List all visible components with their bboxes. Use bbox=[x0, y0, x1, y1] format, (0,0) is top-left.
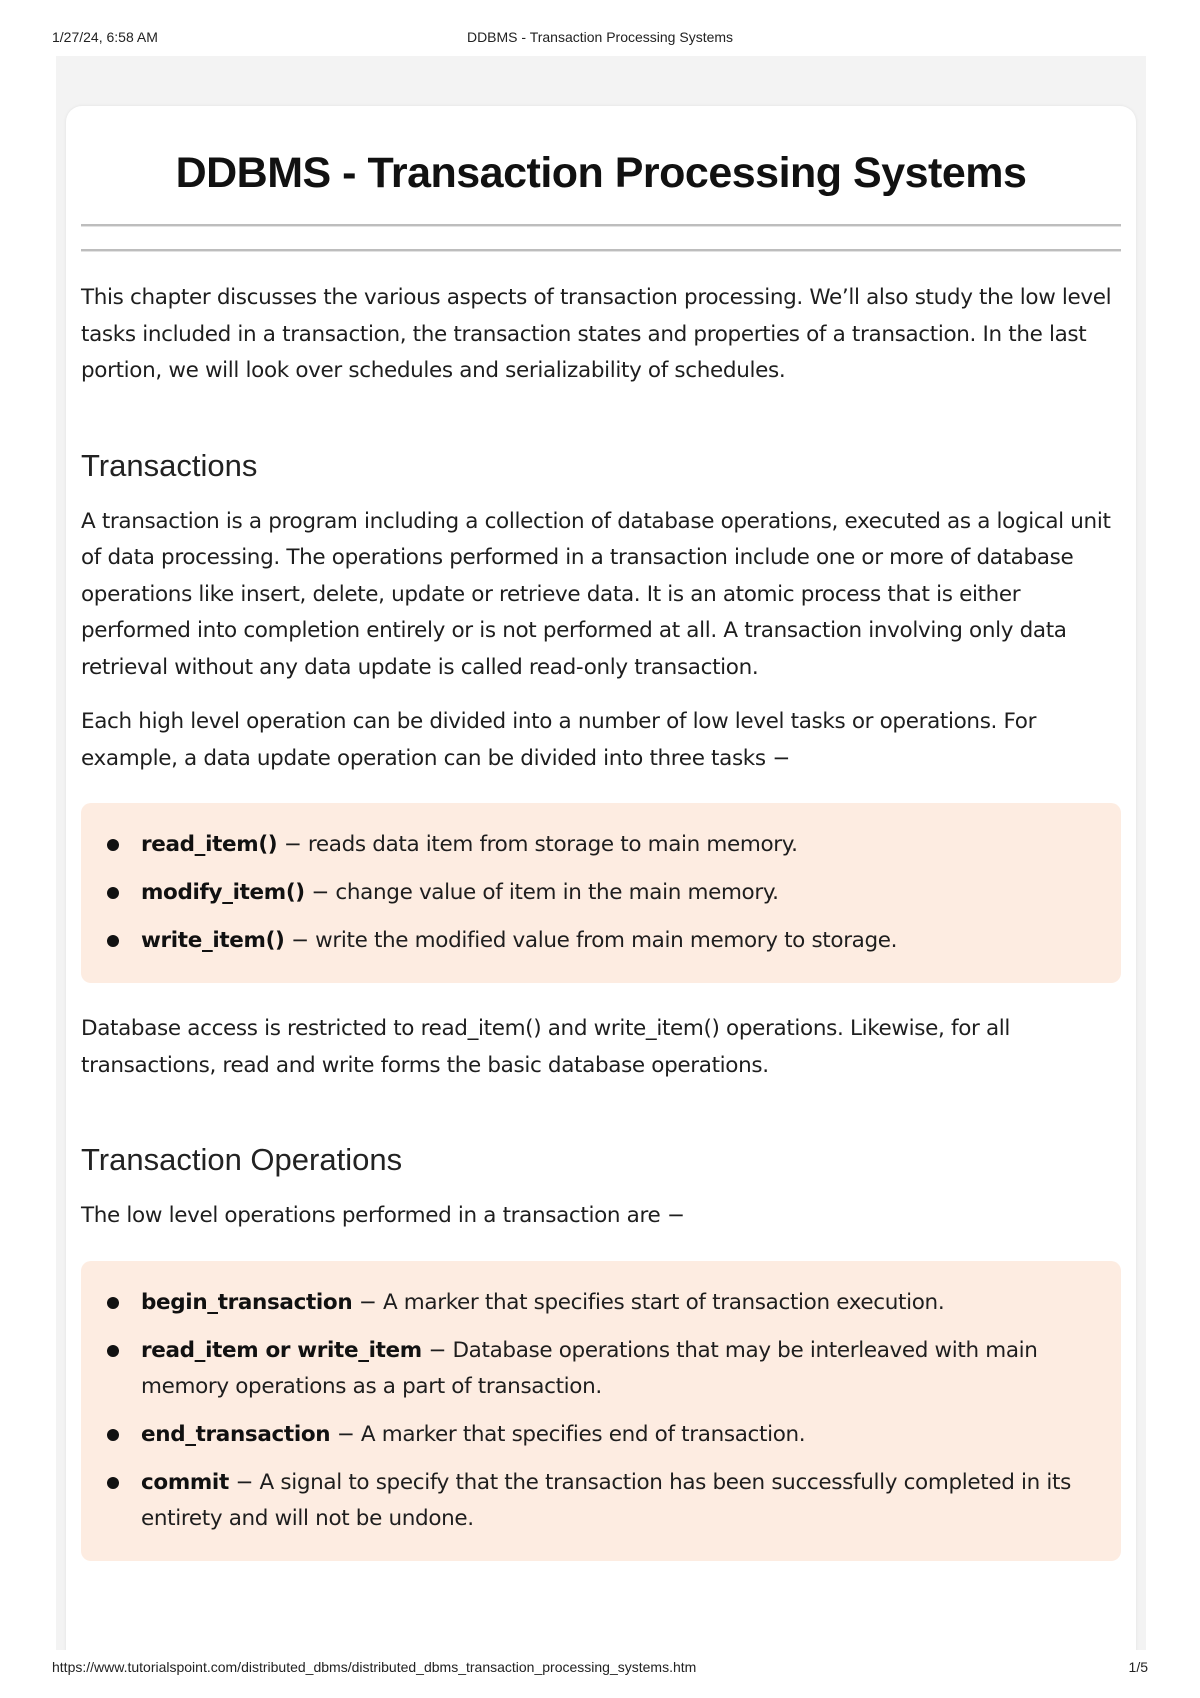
list-item-desc: − A marker that specifies end of transaction. bbox=[330, 1421, 806, 1447]
paragraph: Database access is restricted to read_item() and write_item() operations. Likewise, for all transactions, read and write forms the basic database operations. bbox=[81, 1016, 1011, 1078]
intro-paragraph: This chapter discusses the various aspects of transaction processing. We’ll also study the low level tasks included in a transaction, the transaction states and properties of a transaction. In the last portion, we will look over schedules and serializability of schedules. bbox=[81, 285, 1112, 383]
list-item-desc: − change value of item in the main memory. bbox=[304, 880, 779, 905]
print-doc-title: DDBMS - Transaction Processing Systems bbox=[466, 29, 734, 45]
list-item-term: modify_item() bbox=[141, 880, 305, 905]
divider bbox=[81, 249, 1121, 252]
bullet-icon bbox=[107, 1429, 119, 1441]
task-list-callout bbox=[81, 803, 1121, 983]
list-item-term: end_transaction bbox=[141, 1421, 331, 1447]
bullet-icon bbox=[107, 1297, 119, 1309]
bullet-icon bbox=[107, 1345, 119, 1357]
list-item bbox=[81, 1465, 1121, 1537]
divider bbox=[81, 224, 1121, 227]
print-header bbox=[52, 29, 1148, 49]
list-item bbox=[81, 827, 1121, 863]
page-title: DDBMS - Transaction Processing Systems bbox=[175, 149, 1027, 197]
list-item-term: read_item() bbox=[141, 832, 278, 857]
article-card bbox=[66, 106, 1136, 1650]
list-item bbox=[81, 1417, 1121, 1453]
list-item-term: write_item() bbox=[141, 928, 285, 953]
list-item-desc: − reads data item from storage to main memory. bbox=[277, 832, 798, 857]
list-item bbox=[81, 1333, 1121, 1405]
page-frame bbox=[56, 56, 1146, 1650]
print-datetime: 1/27/24, 6:58 AM bbox=[52, 29, 158, 45]
list-item-desc: − A signal to specify that the transaction has been successfully completed in its entirety and will not be undone. bbox=[141, 1469, 1071, 1531]
list-item-term: read_item or write_item bbox=[141, 1337, 422, 1363]
paragraph: Each high level operation can be divided into a number of low level tasks or operations. For example, a data update operation can be divided into three tasks − bbox=[81, 709, 1037, 771]
task-list bbox=[81, 827, 1121, 959]
paragraph: A transaction is a program including a collection of database operations, executed as a logical unit of data processing. The operations performed in a transaction include one or more of database operations like insert, delete, update or retrieve data. It is an atomic process that is either performed into completion entirely or is not performed at all. A transaction involving only data retrieval without any data update is called read-only transaction. bbox=[81, 508, 1111, 680]
list-item bbox=[81, 1285, 1121, 1321]
print-footer bbox=[52, 1659, 1148, 1679]
list-item bbox=[81, 923, 1121, 959]
section-heading-transactions: Transactions bbox=[81, 447, 258, 483]
section-heading-transaction-operations: Transaction Operations bbox=[81, 1142, 403, 1177]
list-item-term: commit bbox=[141, 1469, 229, 1495]
paragraph: The low level operations performed in a transaction are − bbox=[81, 1203, 685, 1228]
print-url: https://www.tutorialspoint.com/distributed_dbms/distributed_dbms_transaction_processing_systems.htm bbox=[52, 1659, 697, 1675]
operations-list-callout bbox=[81, 1261, 1121, 1561]
operations-list bbox=[81, 1285, 1121, 1537]
bullet-icon bbox=[107, 887, 119, 899]
list-item-term: begin_transaction bbox=[141, 1289, 353, 1315]
bullet-icon bbox=[107, 839, 119, 851]
list-item-desc: − Database operations that may be interleaved with main memory operations as a part of transaction. bbox=[141, 1337, 1038, 1399]
list-item-desc: − write the modified value from main memory to storage. bbox=[284, 928, 898, 953]
list-item-desc: − A marker that specifies start of transaction execution. bbox=[352, 1289, 945, 1315]
bullet-icon bbox=[107, 935, 119, 947]
print-page-number: 1/5 bbox=[1128, 1659, 1148, 1675]
bullet-icon bbox=[107, 1477, 119, 1489]
list-item bbox=[81, 875, 1121, 911]
